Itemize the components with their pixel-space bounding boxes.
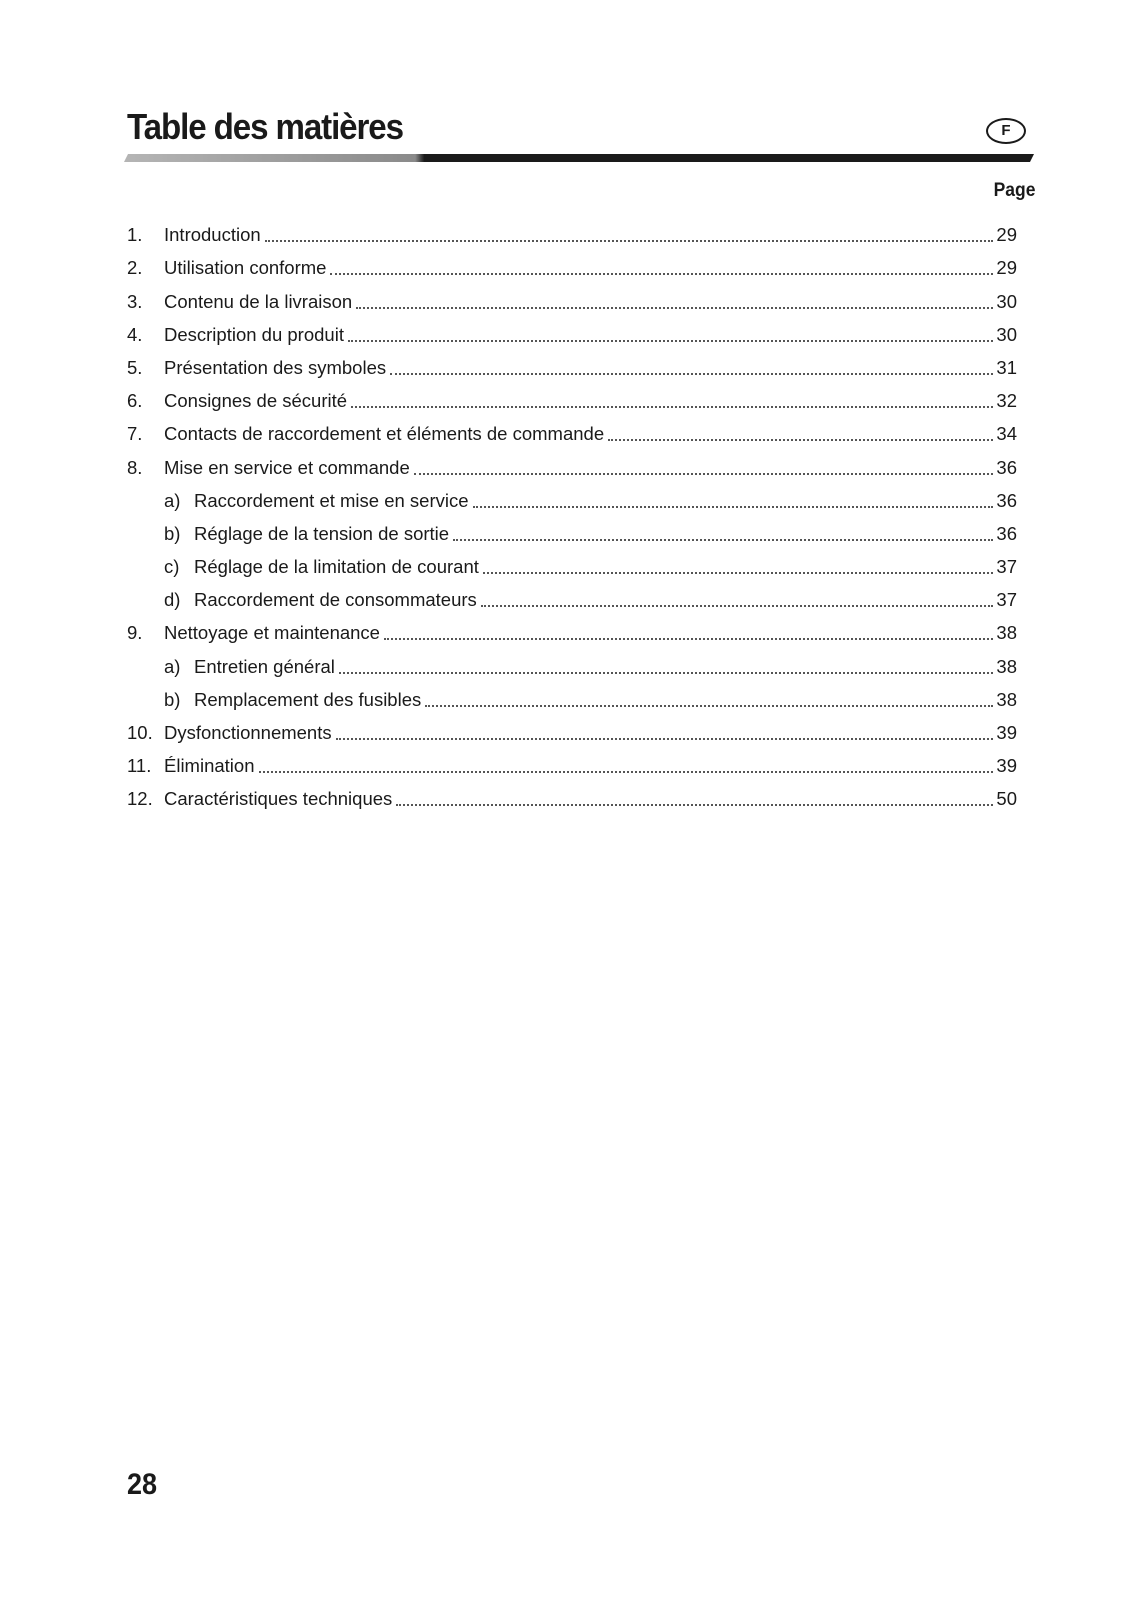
toc-entry-number: 10. — [127, 722, 153, 743]
toc-entry-label: Raccordement de consommateurs — [194, 589, 477, 611]
toc-entry — [127, 413, 1027, 446]
toc-entry — [127, 745, 1027, 778]
toc-entry — [127, 446, 1027, 479]
toc-entry — [127, 513, 1027, 546]
toc-entry-label: Introduction — [164, 224, 261, 246]
toc-entry-label: Contacts de raccordement et éléments de commande — [164, 423, 605, 445]
toc-entry-label: Caractéristiques techniques — [164, 788, 393, 810]
toc-dot-leader — [351, 398, 993, 408]
toc-entry — [127, 645, 1027, 678]
toc-dot-leader — [453, 531, 993, 541]
toc-entry-label: Réglage de la tension de sortie — [194, 522, 450, 544]
toc-entry-label: Raccordement et mise en service — [194, 489, 469, 511]
toc-entry — [127, 679, 1027, 712]
toc-dot-leader — [339, 664, 994, 674]
toc-dot-leader — [481, 597, 994, 607]
toc-entry-page: 39 — [996, 722, 1017, 743]
toc-entry-number: c) — [164, 556, 180, 578]
toc-dot-leader — [265, 232, 994, 242]
toc-dot-leader — [336, 730, 994, 740]
toc-entry-number: 11. — [127, 755, 152, 777]
toc-dot-leader — [425, 697, 993, 707]
toc-entry-page: 32 — [996, 390, 1017, 412]
toc-entry-number: 7. — [127, 423, 143, 445]
toc-entry — [127, 247, 1027, 280]
toc-entry-label: Consignes de sécurité — [164, 390, 348, 412]
title-underline — [124, 154, 1034, 162]
toc-entry-label: Réglage de la limitation de courant — [194, 556, 479, 578]
toc-entry-page: 38 — [996, 622, 1017, 644]
toc-entry-page: 38 — [996, 688, 1017, 710]
toc-dot-leader — [384, 630, 993, 640]
toc-entry-label: Présentation des symboles — [164, 356, 387, 378]
toc-entry-label: Élimination — [164, 755, 255, 777]
toc-entry-label: Description du produit — [164, 323, 344, 345]
toc-dot-leader — [390, 365, 993, 375]
toc-entry — [127, 778, 1027, 811]
page-title: Table des matières — [127, 106, 403, 147]
toc-entry-page: 37 — [996, 589, 1017, 611]
toc-entry-label: Nettoyage et maintenance — [164, 622, 380, 644]
toc-dot-leader — [356, 299, 993, 309]
toc-entry-number: 8. — [127, 456, 143, 478]
toc-entry-number: a) — [164, 489, 181, 511]
toc-entry-page: 31 — [996, 356, 1017, 378]
toc-entry — [127, 214, 1027, 247]
toc-entry-page: 34 — [996, 423, 1017, 445]
toc-entry-page: 29 — [996, 224, 1017, 246]
toc-dot-leader — [348, 332, 993, 342]
toc-entry — [127, 347, 1027, 380]
toc-entry-number: 2. — [127, 257, 143, 279]
toc-dot-leader — [330, 265, 993, 275]
toc-entry-number: 9. — [127, 622, 143, 644]
toc-dot-leader — [483, 564, 994, 574]
toc-entry-label: Remplacement des fusibles — [194, 688, 422, 710]
toc-entry-number: 5. — [127, 356, 143, 378]
toc-entry-number: b) — [164, 522, 181, 544]
toc-entry-number: a) — [164, 655, 181, 677]
toc-dot-leader — [473, 498, 994, 508]
toc-dot-leader — [414, 465, 994, 475]
toc-entry-number: 4. — [127, 323, 143, 345]
toc-dot-leader — [608, 431, 993, 441]
toc-entry-page: 38 — [996, 655, 1017, 677]
toc-entry-page: 50 — [996, 788, 1017, 810]
toc-entry-number: d) — [164, 589, 181, 611]
toc-entry-number: 1. — [127, 224, 143, 246]
toc-entry — [127, 314, 1027, 347]
toc-entry-page: 36 — [996, 456, 1017, 478]
page-column-header: Page — [993, 180, 1035, 201]
toc-entry-label: Entretien général — [194, 655, 335, 677]
toc-entry-page: 37 — [996, 556, 1017, 578]
toc-entry-page: 29 — [996, 257, 1017, 279]
toc-entry-number: 12. — [127, 788, 153, 810]
toc-entry-label: Contenu de la livraison — [164, 290, 353, 312]
toc-entry — [127, 380, 1027, 413]
toc-entry — [127, 546, 1027, 579]
toc-entry-label: Utilisation conforme — [164, 257, 327, 279]
toc-entry — [127, 280, 1027, 313]
page-number: 28 — [127, 1468, 158, 1501]
toc-entry-page: 30 — [996, 290, 1017, 312]
toc-dot-leader — [259, 763, 994, 773]
toc-entry-page: 36 — [996, 489, 1017, 511]
toc-entry — [127, 579, 1027, 612]
toc-entry-number: 6. — [127, 390, 143, 412]
toc-entry-page: 39 — [996, 755, 1017, 777]
toc-entry-number: b) — [164, 688, 181, 710]
language-badge: F — [986, 118, 1026, 144]
toc-entry-page: 36 — [996, 522, 1017, 544]
toc-entry — [127, 712, 1027, 745]
toc-dot-leader — [396, 796, 993, 806]
toc-entry-number: 3. — [127, 290, 143, 312]
toc-entry-label: Dysfonctionnements — [164, 722, 332, 743]
toc-entry — [127, 612, 1027, 645]
table-of-contents — [127, 214, 1027, 811]
toc-entry — [127, 480, 1027, 513]
toc-entry-page: 30 — [996, 323, 1017, 345]
toc-entry-label: Mise en service et commande — [164, 456, 410, 478]
